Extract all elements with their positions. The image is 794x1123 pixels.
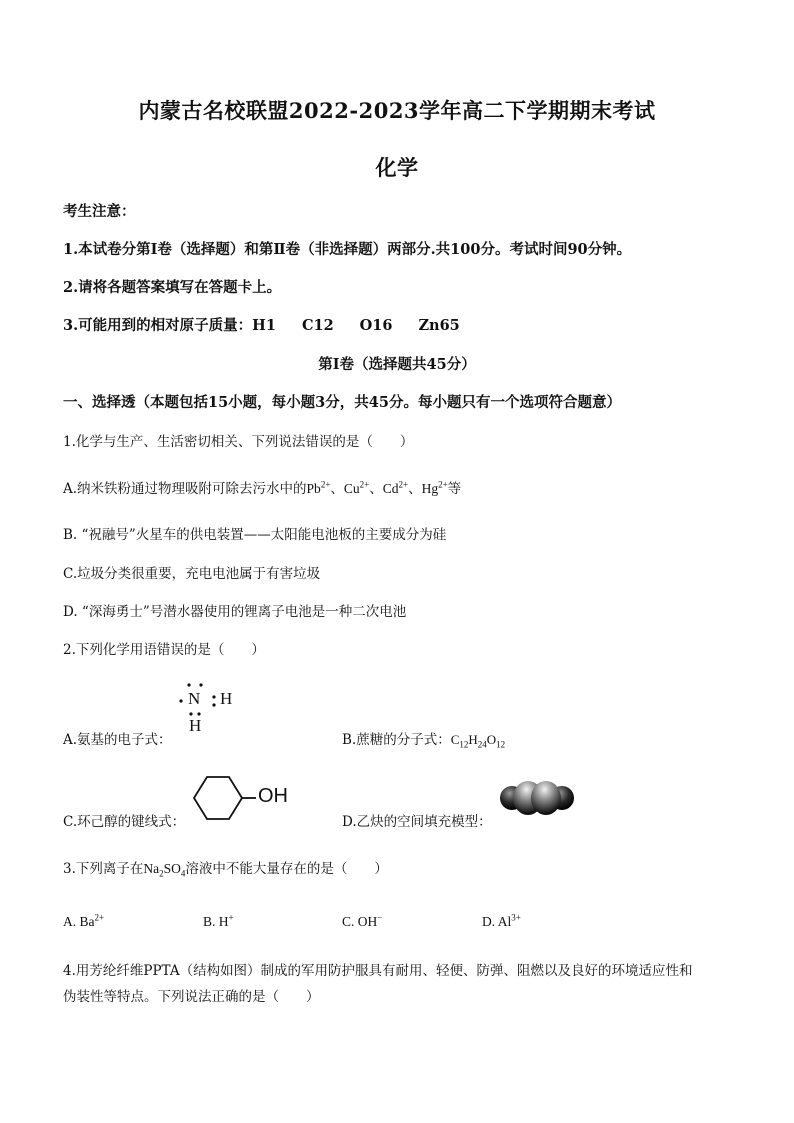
notice-item-1: 1.本试卷分第Ⅰ卷（选择题）和第Ⅱ卷（非选择题）两部分.共100分。考试时间90分钟。 — [63, 241, 632, 258]
atom-n: N — [188, 689, 201, 708]
notice-item-3-prefix: 3.可能用到的相对原子质量： — [63, 317, 253, 334]
q3-option-b: B. H+ — [203, 912, 234, 929]
notice-heading: 考生注意： — [63, 203, 136, 220]
section-heading: 一、选择透（本题包括15小题，每小题3分，共45分。每小题只有一个选项符合题意） — [63, 394, 621, 411]
q2-b-text: B.蔗糖的分子式： — [342, 732, 451, 748]
q4-stem-line1: 4.用芳纶纤维PPTA（结构如图）制成的军用防护服具有耐用、轻便、防弹、阻燃以及良好的环境适应性和 — [63, 963, 693, 979]
part-title: 第Ⅰ卷（选择题共45分） — [318, 356, 476, 373]
amino-electron-formula — [176, 680, 256, 740]
q3-option-d: D. $Al^{3+}$ — [482, 912, 521, 929]
exam-title: 内蒙古名校联盟2022-2023学年高二下学期期末考试 — [138, 98, 656, 123]
q1-option-a: A.纳米铁粉通过物理吸附可除去污水中的$Pb^{2+}$、$Cu^{2+}$、$Cd^{2+}$、$Hg^{2+}$等 — [63, 479, 462, 497]
ion-cu: $Cu^{2+}$ — [343, 479, 370, 496]
q2-option-a: A.氨基的电子式： — [63, 732, 172, 748]
q4-stem-line2: 伪装性等特点。下列说法正确的是（ ） — [63, 989, 320, 1005]
q3-option-a: A. $Ba^{2+}$ — [63, 912, 105, 929]
mass-h: H1 — [252, 317, 276, 334]
ion-pb: $Pb^{2+}$ — [306, 479, 331, 496]
acetylene-model — [498, 779, 576, 817]
q2-stem: 2.下列化学用语错误的是（ ） — [63, 642, 265, 658]
q1-a-text: A.纳米铁粉通过物理吸附可除去污水中的 — [63, 481, 307, 497]
q1-option-b: B. “祝融号”火星车的供电装置——太阳能电池板的主要成分为硅 — [63, 527, 447, 543]
q2-option-c: C.环己醇的键线式： — [63, 814, 186, 830]
subject-title: 化学 — [375, 155, 419, 180]
sucrose-formula: $C_{12}H_{24}O_{12}$ — [450, 732, 506, 750]
q3-stem: 3.下列离子在$Na_2SO_4$溶液中不能大量存在的是（ ） — [63, 861, 388, 879]
q2-option-b — [342, 728, 505, 748]
mass-c: C12 — [301, 317, 334, 334]
q3-option-c: C. OH− — [342, 912, 383, 929]
q1-option-c: C.垃圾分类很重要，充电电池属于有害垃圾 — [63, 566, 321, 582]
q1-option-d: D. “深海勇士”号潜水器使用的锂离子电池是一种二次电池 — [63, 604, 407, 620]
acetylene-spheres — [498, 779, 576, 817]
hydroxyl-label: OH — [258, 785, 288, 807]
mass-zn: Zn65 — [418, 317, 460, 334]
atom-h-right: H — [220, 689, 233, 708]
cyclohexanol-structure — [190, 772, 300, 824]
notice-item-2: 2.请将各题答案填写在答题卡上。 — [63, 279, 282, 296]
notice-item-3 — [63, 314, 460, 335]
sodium-sulfate-formula: $Na_2SO_4$ — [143, 861, 186, 879]
q1-stem: 1.化学与生产、生活密切相关、下列说法错误的是（ ） — [63, 434, 414, 450]
ion-cd: $Cd^{2+}$ — [382, 479, 409, 496]
mass-o: O16 — [359, 317, 393, 334]
ion-hg: $Hg^{2+}$ — [421, 479, 448, 496]
atom-h-bottom: H — [189, 716, 202, 735]
q2-option-d: D.乙炔的空间填充模型： — [342, 814, 492, 830]
